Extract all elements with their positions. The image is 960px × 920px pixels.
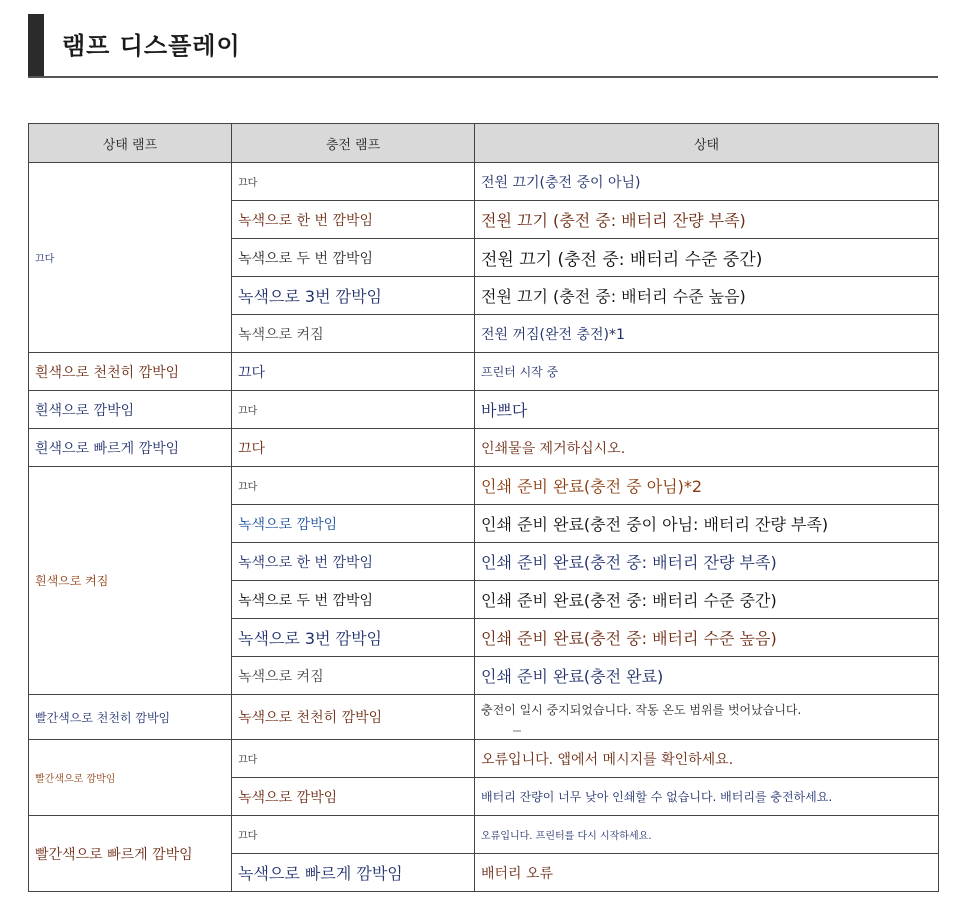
charge-lamp-cell: 끄다 (232, 163, 475, 201)
status-cell: 전원 끄기(충전 중이 아님) (475, 163, 939, 201)
status-cell: 전원 끄기 (충전 중: 배터리 수준 높음) (475, 277, 939, 315)
table-header-row (29, 124, 939, 163)
table-row (29, 695, 939, 740)
charge-lamp-cell: 끄다 (232, 467, 475, 505)
table-row (29, 740, 939, 778)
table-row (29, 429, 939, 467)
header-status: 상태 (475, 124, 939, 163)
charge-lamp-cell: 끄다 (232, 391, 475, 429)
status-lamp-cell: 빨간색으로 천천히 깜박임 (29, 695, 232, 740)
header-charge-lamp: 충전 램프 (232, 124, 475, 163)
status-lamp-cell: 흰색으로 빠르게 깜박임 (29, 429, 232, 467)
status-cell: 바쁘다 (475, 391, 939, 429)
charge-lamp-cell: 녹색으로 빠르게 깜박임 (232, 854, 475, 892)
status-text: 충전이 일시 중지되었습니다. 작동 온도 범위를 벗어났습니다. (481, 703, 802, 717)
table-row (29, 353, 939, 391)
status-cell: 전원 끄기 (충전 중: 배터리 잔량 부족) (475, 201, 939, 239)
status-lamp-cell: 끄다 (29, 163, 232, 353)
status-cell: 인쇄 준비 완료(충전 중: 배터리 수준 높음) (475, 619, 939, 657)
status-cell (475, 695, 939, 740)
charge-lamp-cell: 녹색으로 깜박임 (232, 778, 475, 816)
table-row (29, 467, 939, 505)
status-lamp-cell: 빨간색으로 깜박임 (29, 740, 232, 816)
table-row (29, 391, 939, 429)
stray-mark (513, 730, 521, 732)
charge-lamp-cell: 녹색으로 두 번 깜박임 (232, 239, 475, 277)
status-cell: 배터리 오류 (475, 854, 939, 892)
charge-lamp-cell: 끄다 (232, 353, 475, 391)
status-lamp-cell: 흰색으로 천천히 깜박임 (29, 353, 232, 391)
status-cell: 인쇄 준비 완료(충전 중이 아님: 배터리 잔량 부족) (475, 505, 939, 543)
status-cell: 프린터 시작 중 (475, 353, 939, 391)
status-cell: 인쇄 준비 완료(충전 완료) (475, 657, 939, 695)
charge-lamp-cell: 녹색으로 천천히 깜박임 (232, 695, 475, 740)
charge-lamp-cell: 녹색으로 3번 깜박임 (232, 277, 475, 315)
charge-lamp-cell: 녹색으로 3번 깜박임 (232, 619, 475, 657)
header-status-lamp: 상태 램프 (29, 124, 232, 163)
header-rule (28, 76, 938, 78)
lamp-display-table (28, 123, 939, 892)
status-cell: 오류입니다. 프린터를 다시 시작하세요. (475, 816, 939, 854)
charge-lamp-cell: 녹색으로 한 번 깜박임 (232, 201, 475, 239)
charge-lamp-cell: 끄다 (232, 429, 475, 467)
status-cell: 오류입니다. 앱에서 메시지를 확인하세요. (475, 740, 939, 778)
page-title: 램프 디스플레이 (62, 32, 241, 60)
page-header (28, 14, 938, 78)
status-cell: 인쇄 준비 완료(충전 중: 배터리 잔량 부족) (475, 543, 939, 581)
table-row (29, 163, 939, 201)
charge-lamp-cell: 녹색으로 켜짐 (232, 657, 475, 695)
status-cell: 인쇄물을 제거하십시오. (475, 429, 939, 467)
status-cell: 인쇄 준비 완료(충전 중 아님)*2 (475, 467, 939, 505)
header-accent-bar (28, 14, 44, 78)
status-cell: 배터리 잔량이 너무 낮아 인쇄할 수 없습니다. 배터리를 충전하세요. (475, 778, 939, 816)
status-lamp-cell: 빨간색으로 빠르게 깜박임 (29, 816, 232, 892)
status-cell: 전원 꺼짐(완전 충전)*1 (475, 315, 939, 353)
status-lamp-cell: 흰색으로 깜박임 (29, 391, 232, 429)
charge-lamp-cell: 녹색으로 켜짐 (232, 315, 475, 353)
charge-lamp-cell: 끄다 (232, 816, 475, 854)
charge-lamp-cell: 녹색으로 한 번 깜박임 (232, 543, 475, 581)
charge-lamp-cell: 녹색으로 깜박임 (232, 505, 475, 543)
status-cell: 인쇄 준비 완료(충전 중: 배터리 수준 중간) (475, 581, 939, 619)
status-cell: 전원 끄기 (충전 중: 배터리 수준 중간) (475, 239, 939, 277)
charge-lamp-cell: 끄다 (232, 740, 475, 778)
status-lamp-cell: 흰색으로 켜짐 (29, 467, 232, 695)
charge-lamp-cell: 녹색으로 두 번 깜박임 (232, 581, 475, 619)
table-row (29, 816, 939, 854)
